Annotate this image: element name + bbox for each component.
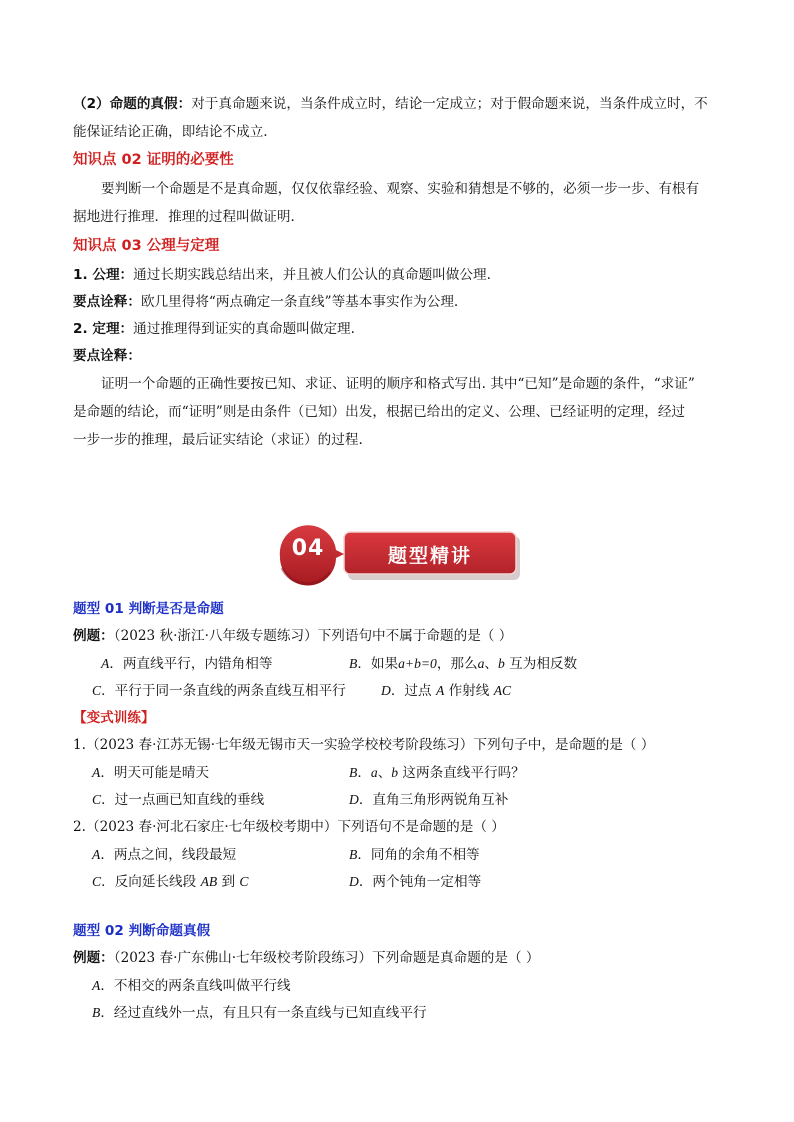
banner-title: 题型精讲 <box>387 545 472 567</box>
option-letter: A <box>101 656 110 671</box>
option-text: 到 <box>217 874 240 890</box>
option-text: ．直角三角形两锐角互补 <box>358 792 509 808</box>
option-text: ． <box>357 765 371 781</box>
type01-example-text: （2023 秋·浙江·八年级专题练习）下列语句中不属于命题的是（ ） <box>113 628 513 644</box>
type02-example-label: 例题： <box>73 950 114 966</box>
q1-option-d <box>349 786 508 814</box>
theorem-label: 2. 定理： <box>73 321 134 337</box>
truth-label: （2）命题的真假： <box>73 96 192 112</box>
option-text: ．过一点画已知直线的垂线 <box>101 792 265 808</box>
math-var: b <box>498 656 505 671</box>
q1-option-c <box>92 786 264 814</box>
option-letter: B <box>349 847 358 862</box>
option-text: ．同角的余角不相等 <box>357 847 480 863</box>
option-text: ．不相交的两条直线叫做平行线 <box>100 978 291 994</box>
axiom-line <box>73 261 491 289</box>
kp02-text-2: 据地进行推理．推理的过程叫做证明. <box>73 209 295 225</box>
option-letter: D <box>349 874 359 889</box>
type02-example <box>73 944 539 972</box>
type02-title: 题型 02 判断命题真假 <box>73 923 211 939</box>
option-letter: A <box>92 847 101 862</box>
math-var: a <box>370 765 378 780</box>
kp03-title: 知识点 03 公理与定理 <box>73 238 220 254</box>
option-text: ．明天可能是晴天 <box>100 765 210 781</box>
q2-option-a <box>92 841 236 869</box>
option-text: ，那么 <box>436 656 478 672</box>
option-text: 互为相反数 <box>504 656 578 672</box>
note2-label-text: 要点诠释： <box>73 348 141 364</box>
math-expression: a+b=0 <box>398 656 437 671</box>
type01-example <box>73 622 512 650</box>
option-text: ．两直线平行，内错角相等 <box>109 656 273 672</box>
truth-text-2: 能保证结论正确，即结论不成立. <box>73 124 268 140</box>
q2-option-c <box>92 868 249 896</box>
variant-q2: 2.（2023 春·河北石家庄·七年级校考期中）下列语句不是命题的是（ ） <box>73 819 505 835</box>
option-text: ．两点之间，线段最短 <box>100 847 237 863</box>
option-text: ．如果 <box>357 656 399 672</box>
type01-option-c <box>92 677 346 705</box>
option-letter: C <box>92 874 102 889</box>
note2-label <box>73 342 141 370</box>
type01-option-d <box>381 677 511 705</box>
option-text: 、 <box>484 656 499 672</box>
truth-paragraph-line1 <box>73 90 708 118</box>
kp02-title: 知识点 02 证明的必要性 <box>73 152 234 168</box>
note2-text-1: 证明一个命题的正确性要按已知、求证、证明的顺序和格式写出. 其中“已知”是命题的条件，“求证” <box>101 376 695 392</box>
option-letter: A <box>92 978 101 993</box>
type02-example-text: （2023 春·广东佛山·七年级校考阶段练习）下列命题是真命题的是（ ） <box>113 950 540 966</box>
note1-line <box>73 288 458 316</box>
q1-option-a <box>92 759 209 787</box>
math-var: C <box>239 874 249 889</box>
note2-text-2: 是命题的结论，而“证明”则是由条件（已知）出发，根据已给出的定义、公理、已经证明的定理，经过 <box>73 404 686 420</box>
option-text: ．平行于同一条直线的两条直线互相平行 <box>101 683 346 699</box>
banner-number: 04 <box>291 536 325 561</box>
option-letter: C <box>92 792 102 807</box>
math-var: b <box>391 765 399 780</box>
math-var: A <box>435 683 445 698</box>
option-letter: A <box>92 765 101 780</box>
option-letter: B <box>349 656 358 671</box>
option-letter: C <box>92 683 102 698</box>
type01-option-a <box>101 650 272 678</box>
theorem-text: 通过推理得到证实的真命题叫做定理. <box>133 321 355 337</box>
option-letter: D <box>349 792 359 807</box>
axiom-text: 通过长期实践总结出来，并且被人们公认的真命题叫做公理. <box>133 267 491 283</box>
option-text: 作射线 <box>444 683 494 699</box>
note1-label: 要点诠释： <box>73 294 141 310</box>
option-letter: D <box>381 683 391 698</box>
option-text: ．反向延长线段 <box>101 874 201 890</box>
section-banner <box>270 524 525 586</box>
option-text: ．过点 <box>390 683 436 699</box>
q1-option-b <box>349 759 525 787</box>
truth-text-1: 对于真命题来说，当条件成立时，结论一定成立；对于假命题来说，当条件成立时，不 <box>191 96 708 112</box>
kp02-text-1: 要判断一个命题是不是真命题，仅仅依靠经验、观察、实验和猜想是不够的，必须一步一步、有根有 <box>101 181 700 197</box>
option-letter: B <box>349 765 358 780</box>
axiom-label: 1. 公理： <box>73 267 134 283</box>
math-var: a <box>477 656 485 671</box>
option-text: ．两个钝角一定相等 <box>358 874 482 890</box>
option-letter: B <box>92 1005 101 1020</box>
note2-text-3: 一步一步的推理，最后证实结论（求证）的过程. <box>73 432 363 448</box>
theorem-line <box>73 315 355 343</box>
variant-title: 【变式训练】 <box>73 710 155 726</box>
q2-option-b <box>349 841 480 869</box>
variant-q1: 1.（2023 春·江苏无锡·七年级无锡市天一实验学校校考阶段练习）下列句子中，是命题的是（ ） <box>73 737 655 753</box>
math-var: AC <box>493 683 512 698</box>
type01-title: 题型 01 判断是否是命题 <box>73 601 224 617</box>
note1-text: 欧几里得将“两点确定一条直线”等基本事实作为公理. <box>140 294 459 310</box>
type02-option-a <box>92 972 291 1000</box>
option-text: ．经过直线外一点，有且只有一条直线与已知直线平行 <box>100 1005 427 1021</box>
option-text: 、 <box>377 765 392 781</box>
math-var: AB <box>200 874 218 889</box>
q2-option-d <box>349 868 481 896</box>
option-text: 这两条直线平行吗？ <box>398 765 525 781</box>
type01-option-b <box>349 650 577 678</box>
type02-option-b <box>92 999 427 1027</box>
type01-example-label: 例题： <box>73 628 114 644</box>
